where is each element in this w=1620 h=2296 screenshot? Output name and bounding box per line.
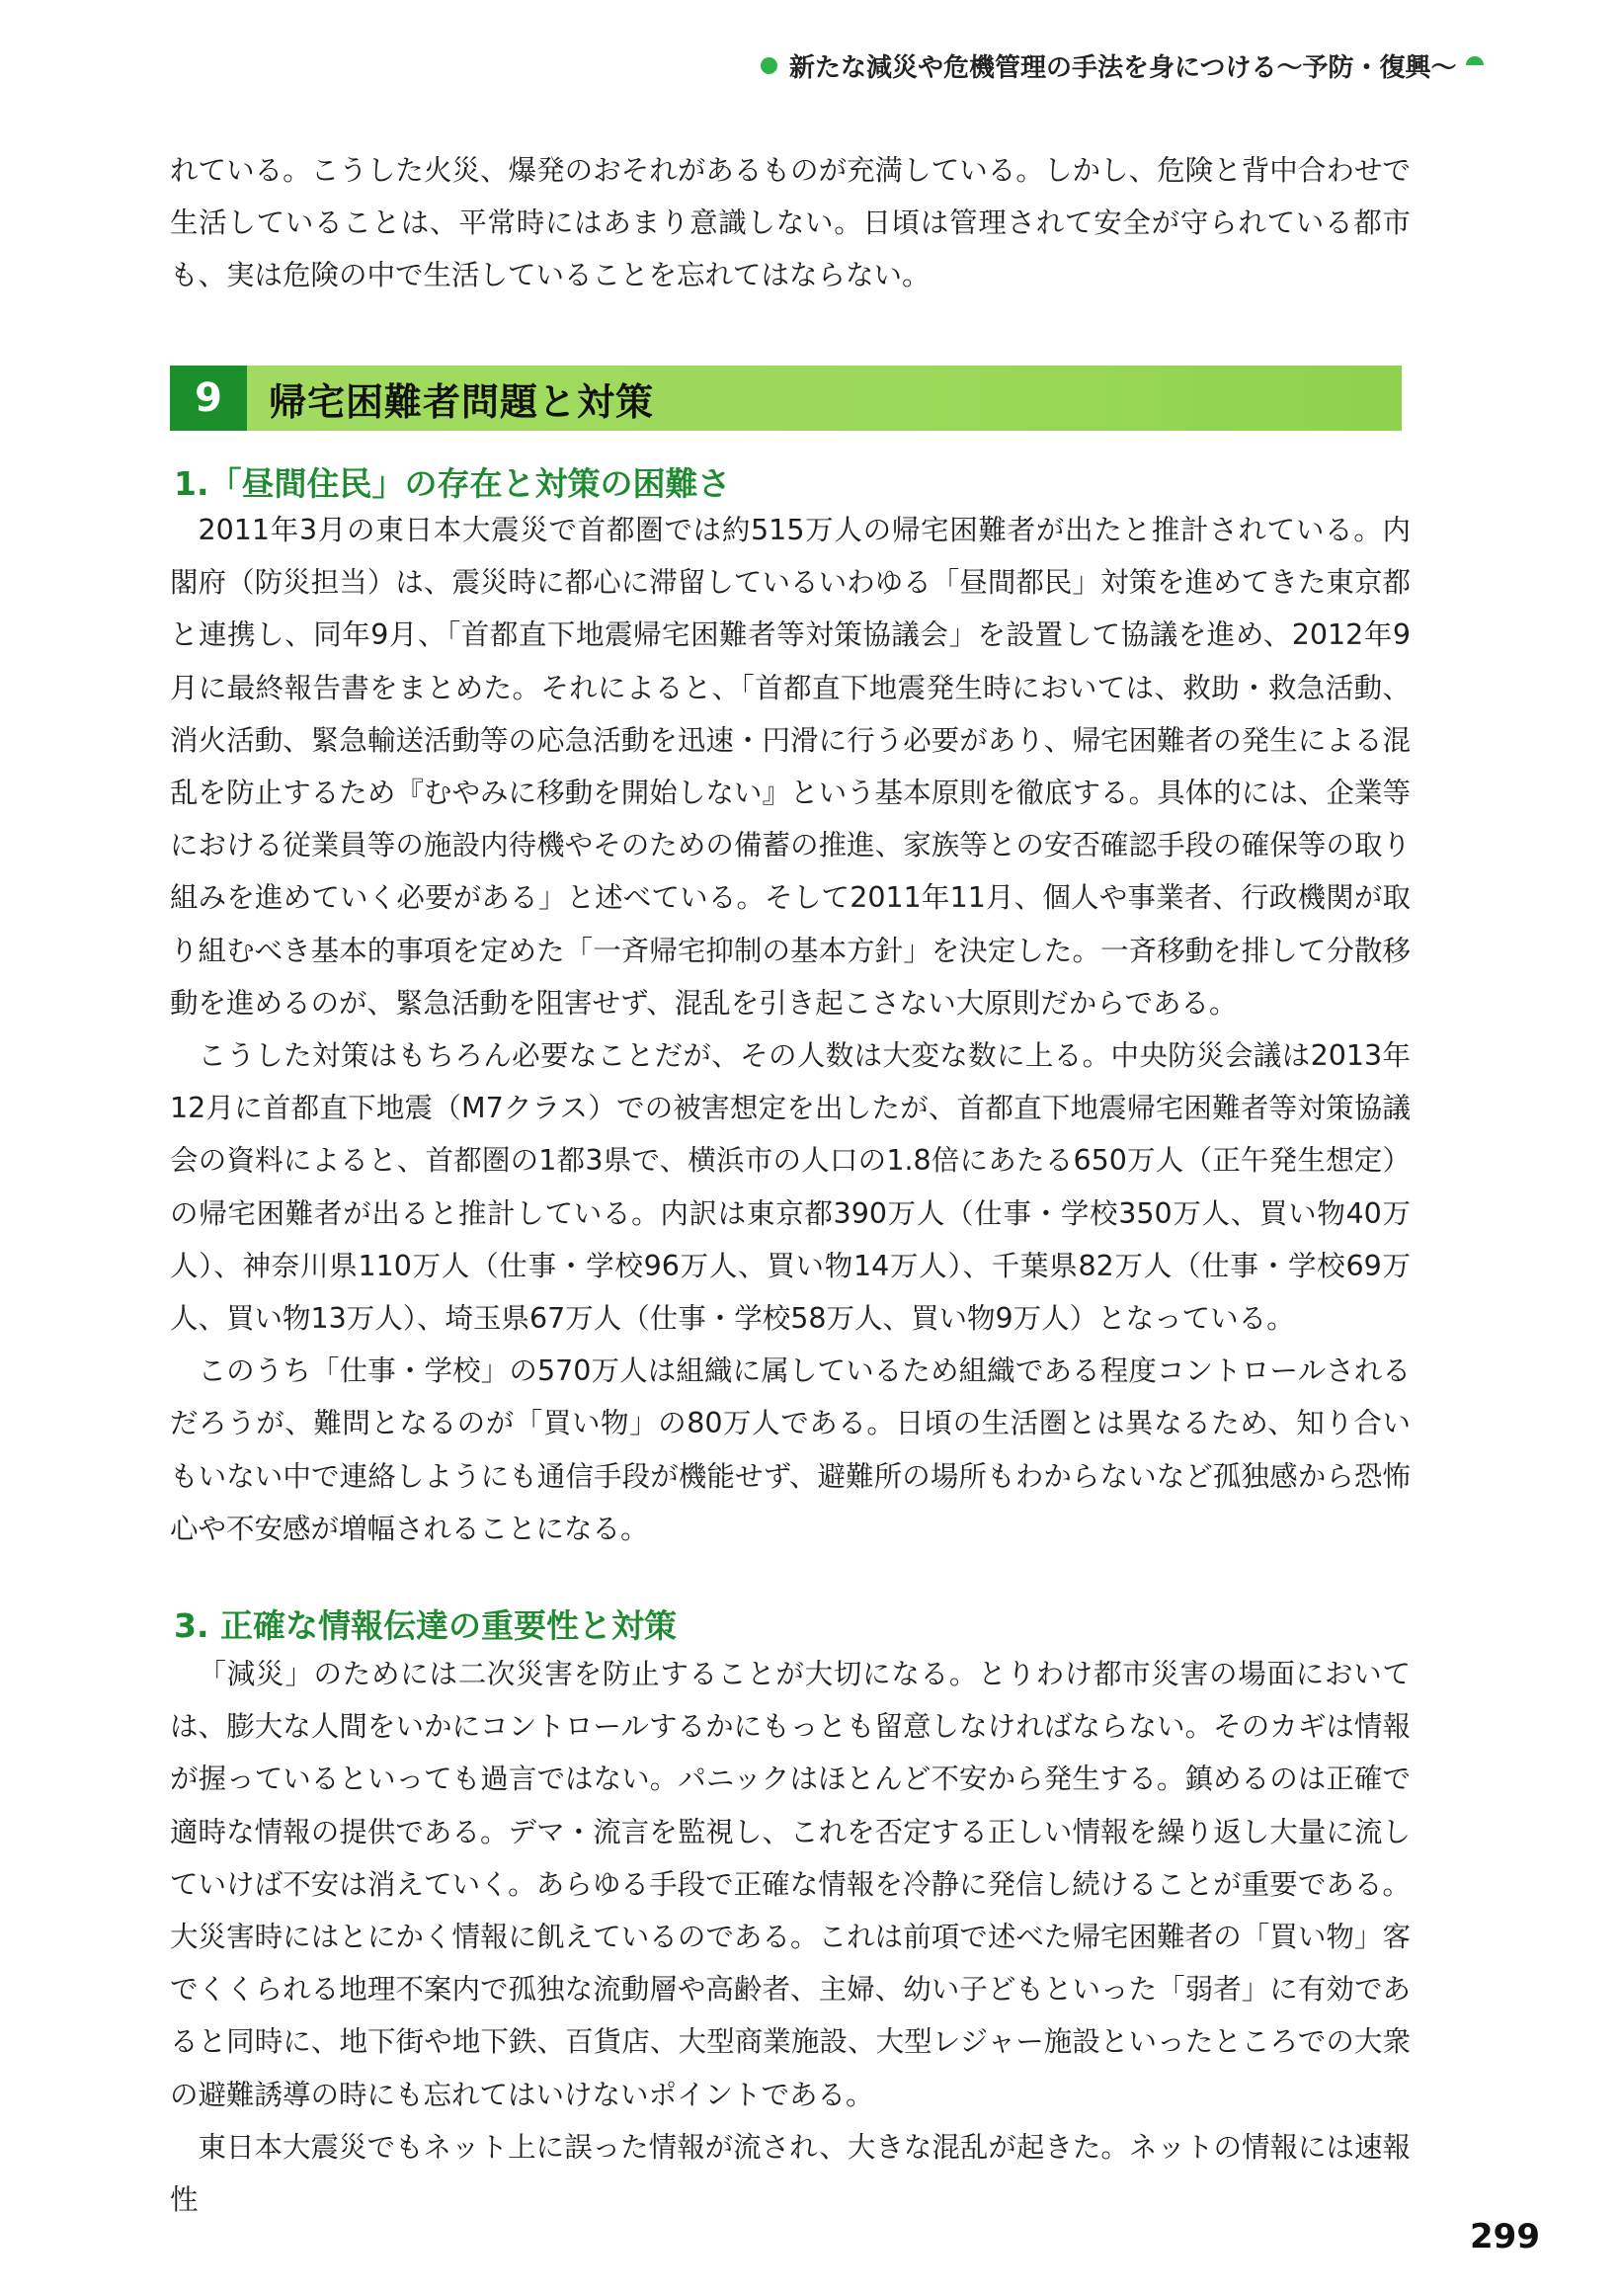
- paragraph: こうした対策はもちろん必要なことだが、その人数は大変な数に上る。中央防災会議は2013年12月に首都直下地震（M7クラス）での被害想定を出したが、首都直下地震帰宅困難者等対策協議会の資料によると、首都圏の1都3県で、横浜市の人口の1.8倍にあたる650万人（正午発生想定）の帰宅困難者が出ると推計している。内訳は東京都390万人（仕事・学校350万人、買い物40万人）、神奈川県110万人（仕事・学校96万人、買い物14万人）、千葉県82万人（仕事・学校69万人、買い物13万人）、埼玉県67万人（仕事・学校58万人、買い物9万人）となっている。: [170, 1039, 1411, 1336]
- green-half-dot-icon: [1466, 56, 1484, 65]
- subsection-1-heading: 1.「昼間住民」の存在と対策の困難さ: [174, 464, 731, 503]
- paragraph: 2011年3月の東日本大震災で首都圏では約515万人の帰宅困難者が出たと推計されている。内閣府（防災担当）は、震災時に都心に滞留しているいわゆる「昼間都民」対策を進めてきた東京都と連携し、同年9月、「首都直下地震帰宅困難者等対策協議会」を設置して協議を進め、2012年9月に最終報告書をまとめた。それによると、「首都直下地震発生時においては、救助・救急活動、消火活動、緊急輸送活動等の応急活動を迅速・円滑に行う必要があり、帰宅困難者の発生による混乱を防止するため『むやみに移動を開始しない』という基本原則を徹底する。具体的には、企業等における従業員等の施設内待機やそのための備蓄の推進、家族等との安否確認手段の確保等の取り組みを進めていく必要がある」と述べている。そして2011年11月、個人や事業者、行政機関が取り組むべき基本的事項を定めた「一斉帰宅抑制の基本方針」を決定した。一斉移動を排して分散移動を進めるのが、緊急活動を阻害せず、混乱を引き起こさない大原則だからである。: [170, 514, 1411, 1020]
- section-title: 帰宅困難者問題と対策: [269, 379, 655, 424]
- intro-text: [170, 144, 1411, 302]
- intro-paragraph: れている。こうした火災、爆発のおそれがあるものが充満している。しかし、危険と背中合わせで生活していることは、平常時にはあまり意識しない。日頃は管理されて安全が守られている都市も、実は危険の中で生活していることを忘れてはならない。: [170, 154, 1411, 292]
- page-number: 299: [1470, 2217, 1540, 2256]
- green-dot-icon: [761, 57, 777, 74]
- subsection-3-body: [170, 1648, 1411, 2226]
- section-heading-band: [170, 366, 1402, 431]
- subsection-1-body: [170, 504, 1411, 1555]
- paragraph: 東日本大震災でもネット上に誤った情報が流され、大きな混乱が起きた。ネットの情報には速報性: [170, 2130, 1411, 2217]
- subsection-3-heading: 3. 正確な情報伝達の重要性と対策: [174, 1606, 677, 1645]
- section-number-badge: 9: [170, 366, 247, 431]
- paragraph: 「減災」のためには二次災害を防止することが大切になる。とりわけ都市災害の場面においては、膨大な人間をいかにコントロールするかにもっとも留意しなければならない。そのカギは情報が握っているといっても過言ではない。パニックはほとんど不安から発生する。鎮めるのは正確で適時な情報の提供である。デマ・流言を監視し、これを否定する正しい情報を繰り返し大量に流していけば不安は消えていく。あらゆる手段で正確な情報を冷静に発信し続けることが重要である。大災害時にはとにかく情報に飢えているのである。これは前項で述べた帰宅困難者の「買い物」客でくくられる地理不案内で孤独な流動層や高齢者、主婦、幼い子どもといった「弱者」に有効であると同時に、地下街や地下鉄、百貨店、大型商業施設、大型レジャー施設といったところでの大衆の避難誘導の時にも忘れてはいけないポイントである。: [170, 1658, 1411, 2111]
- paragraph: このうち「仕事・学校」の570万人は組織に属しているため組織である程度コントロールされるだろうが、難問となるのが「買い物」の80万人である。日頃の生活圏とは異なるため、知り合いもいない中で連絡しようにも通信手段が機能せず、避難所の場所もわからないなど孤独感から恐怖心や不安感が増幅されることになる。: [170, 1354, 1411, 1545]
- running-header-title: 新たな減災や危機管理の手法を身につける〜予防・復興〜: [789, 52, 1457, 83]
- running-header: [761, 45, 1511, 85]
